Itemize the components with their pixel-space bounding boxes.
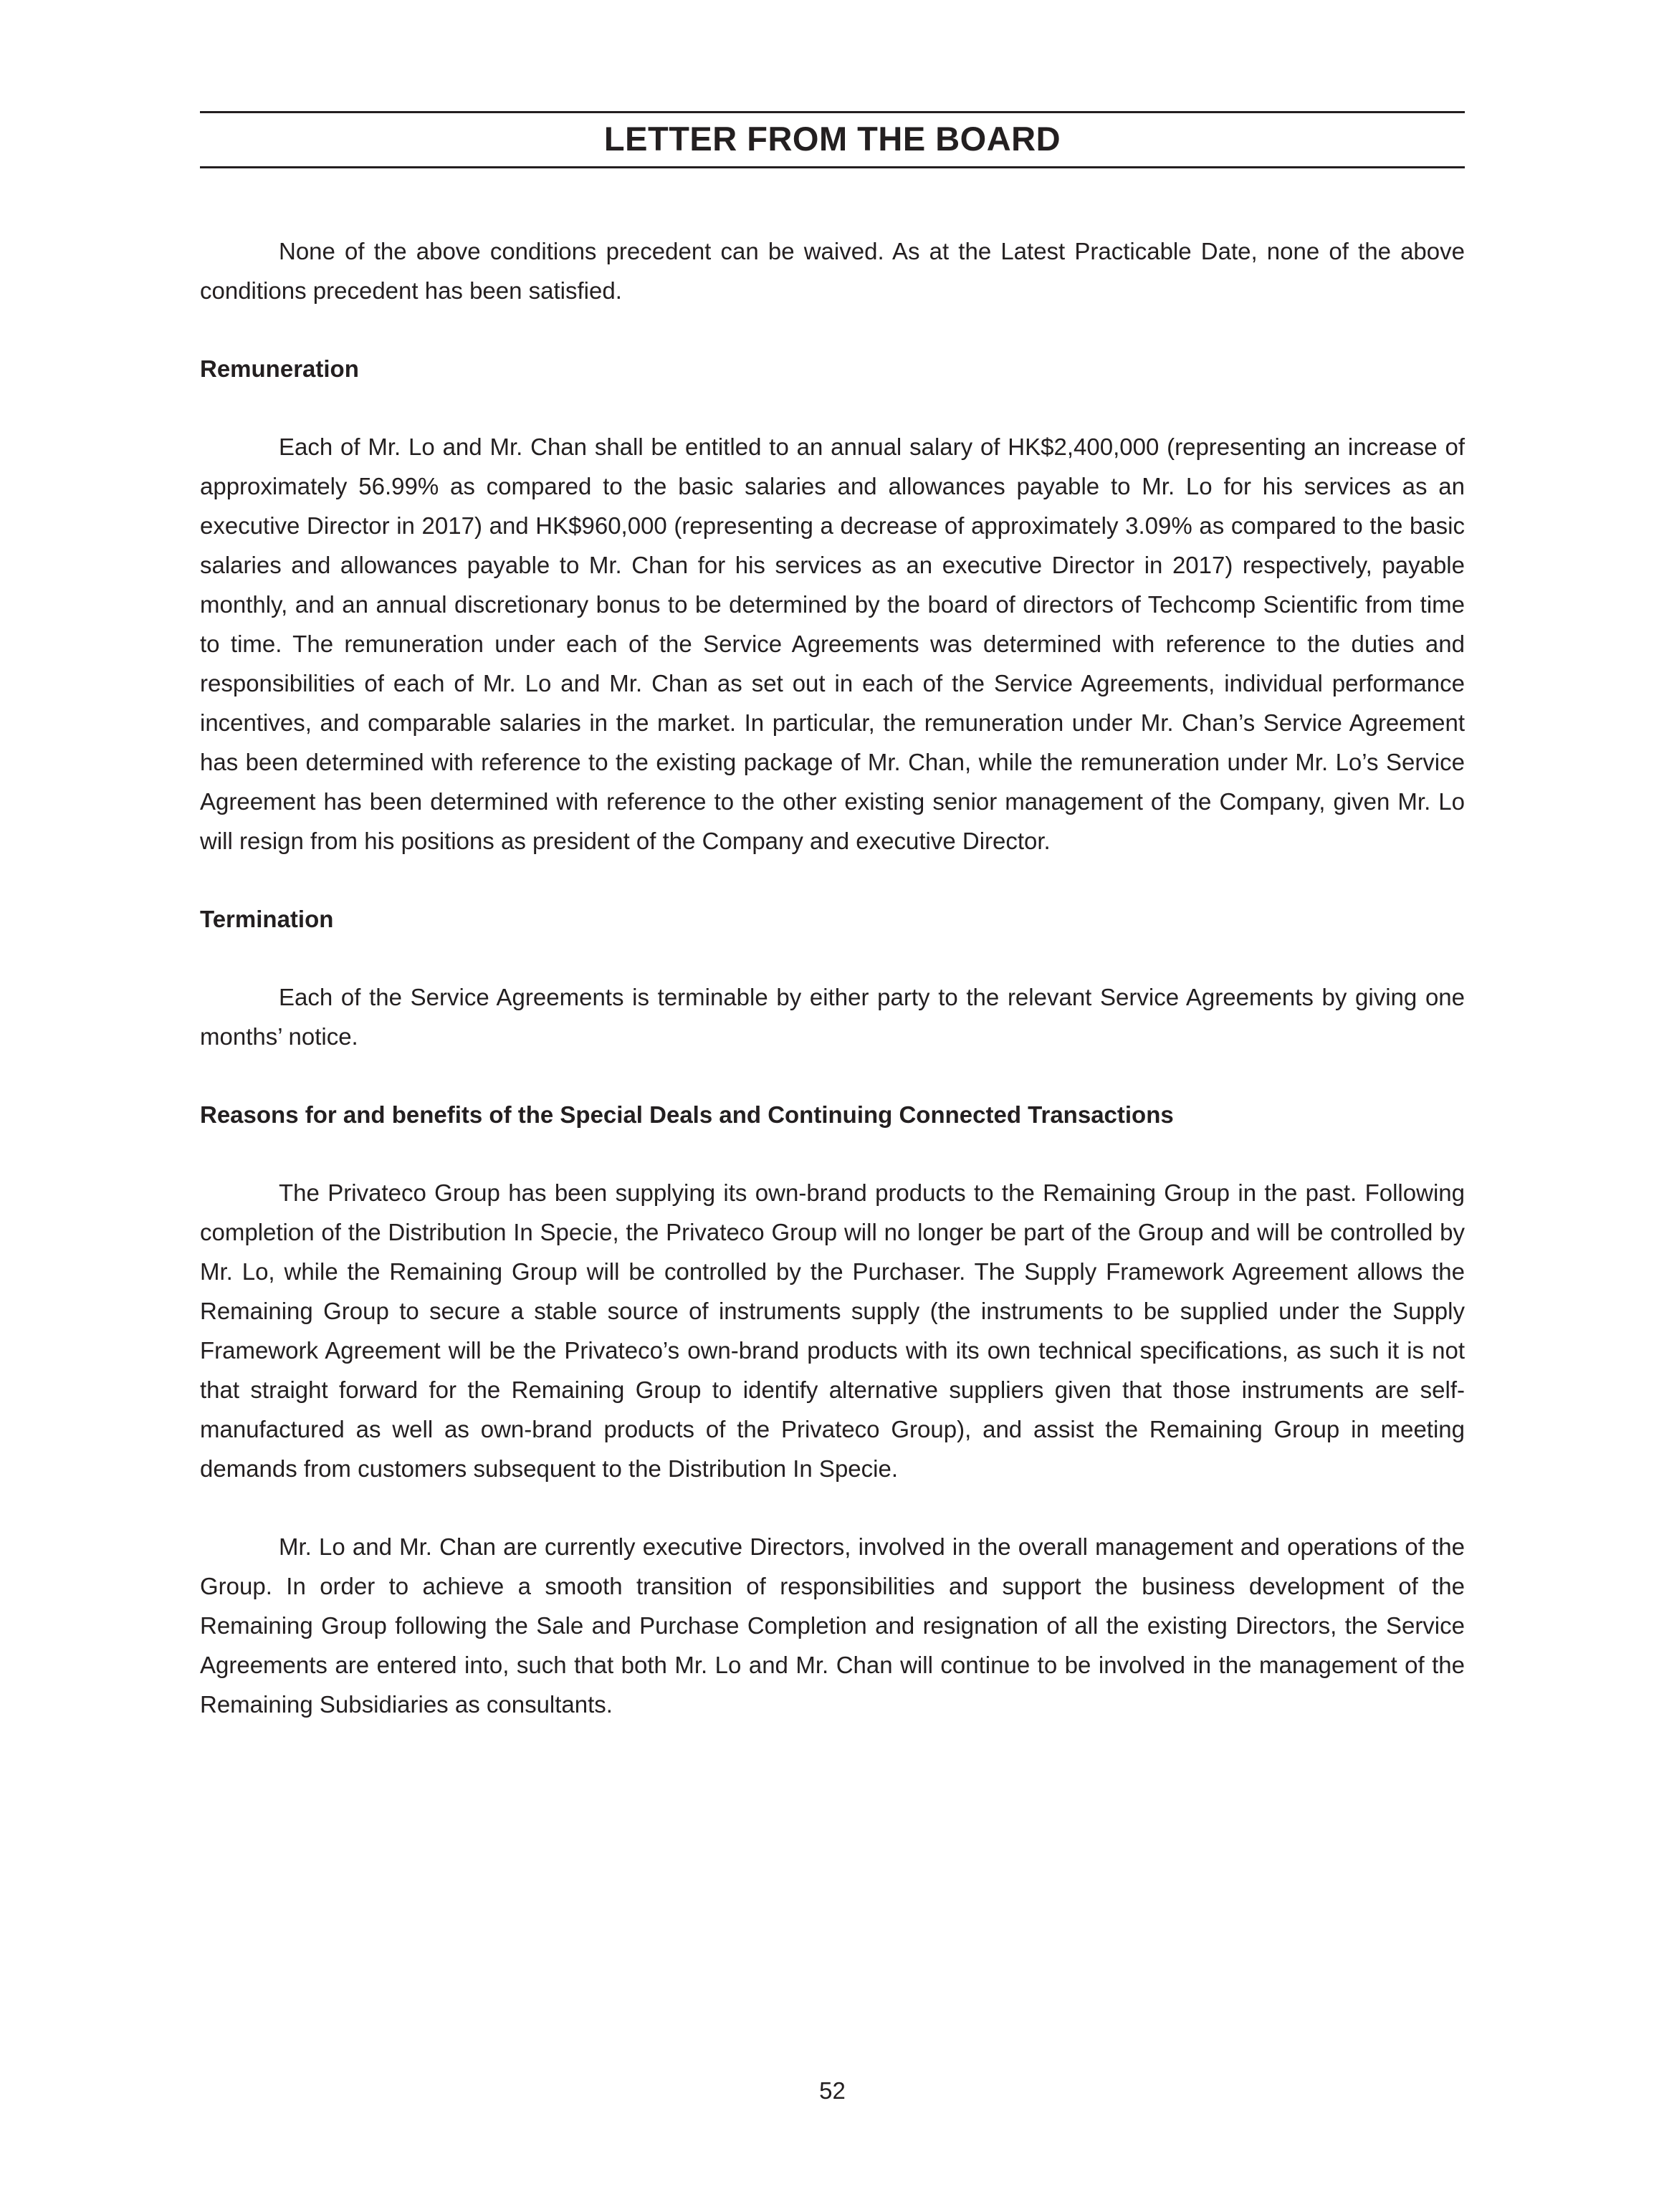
paragraph-termination: Each of the Service Agreements is terminable by either party to the relevant Service Agreements by giving one months’ notice. <box>200 984 1465 1050</box>
paragraph-service-agreements: Mr. Lo and Mr. Chan are currently executive Directors, involved in the overall management and operations of the Group. In order to achieve a smooth transition of responsibilities and support the business development of the Remaining Group following the Sale and Purchase Completion and resignation of all the existing Directors, the Service Agreements are entered into, such that both Mr. Lo and Mr. Chan will continue to be involved in the management of the Remaining Subsidiaries as consultants. <box>200 1533 1465 1718</box>
header-bottom-rule <box>200 166 1465 168</box>
page-number: 52 <box>819 2077 846 2104</box>
document-body <box>200 231 1465 1763</box>
document-page <box>200 0 1465 2212</box>
heading-termination: Termination <box>200 906 334 932</box>
paragraph-remuneration: Each of Mr. Lo and Mr. Chan shall be entitled to an annual salary of HK$2,400,000 (representing an increase of approximately 56.99% as compared to the basic salaries and allowances payable to Mr. Lo for his services as an executive Director in 2017) and HK$960,000 (representing a decrease of approximately 3.09% as compared to the basic salaries and allowances payable to Mr. Chan for his services as an executive Director in 2017) respectively, payable monthly, and an annual discretionary bonus to be determined by the board of directors of Techcomp Scientific from time to time. The remuneration under each of the Service Agreements was determined with reference to the duties and responsibilities of each of Mr. Lo and Mr. Chan as set out in each of the Service Agreements, individual performance incentives, and comparable salaries in the market. In particular, the remuneration under Mr. Chan’s Service Agreement has been determined with reference to the existing package of Mr. Chan, while the remuneration under Mr. Lo’s Service Agreement has been determined with reference to the other existing senior management of the Company, given Mr. Lo will resign from his positions as president of the Company and executive Director. <box>200 434 1465 854</box>
header-top-rule <box>200 111 1465 113</box>
heading-remuneration: Remuneration <box>200 355 359 382</box>
page-header-title: LETTER FROM THE BOARD <box>603 120 1061 158</box>
paragraph-supply-framework: The Privateco Group has been supplying its own-brand products to the Remaining Group in the past. Following completion of the Distribution In Specie, the Privateco Group will no longer be part of the Group and will be controlled by Mr. Lo, while the Remaining Group will be controlled by the Purchaser. The Supply Framework Agreement allows the Remaining Group to secure a stable source of instruments supply (the instruments to be supplied under the Supply Framework Agreement will be the Privateco’s own-brand products with its own technical specifications, as such it is not that straight forward for the Remaining Group to identify alternative suppliers given that those instruments are self-manufactured as well as own-brand products of the Privateco Group), and assist the Remaining Group in meeting demands from customers subsequent to the Distribution In Specie. <box>200 1179 1465 1482</box>
heading-reasons-and-benefits: Reasons for and benefits of the Special Deals and Continuing Connected Transactions <box>200 1101 1174 1128</box>
paragraph-conditions-precedent: None of the above conditions precedent can be waived. As at the Latest Practicable Date, none of the above conditions precedent has been satisfied. <box>200 238 1465 304</box>
